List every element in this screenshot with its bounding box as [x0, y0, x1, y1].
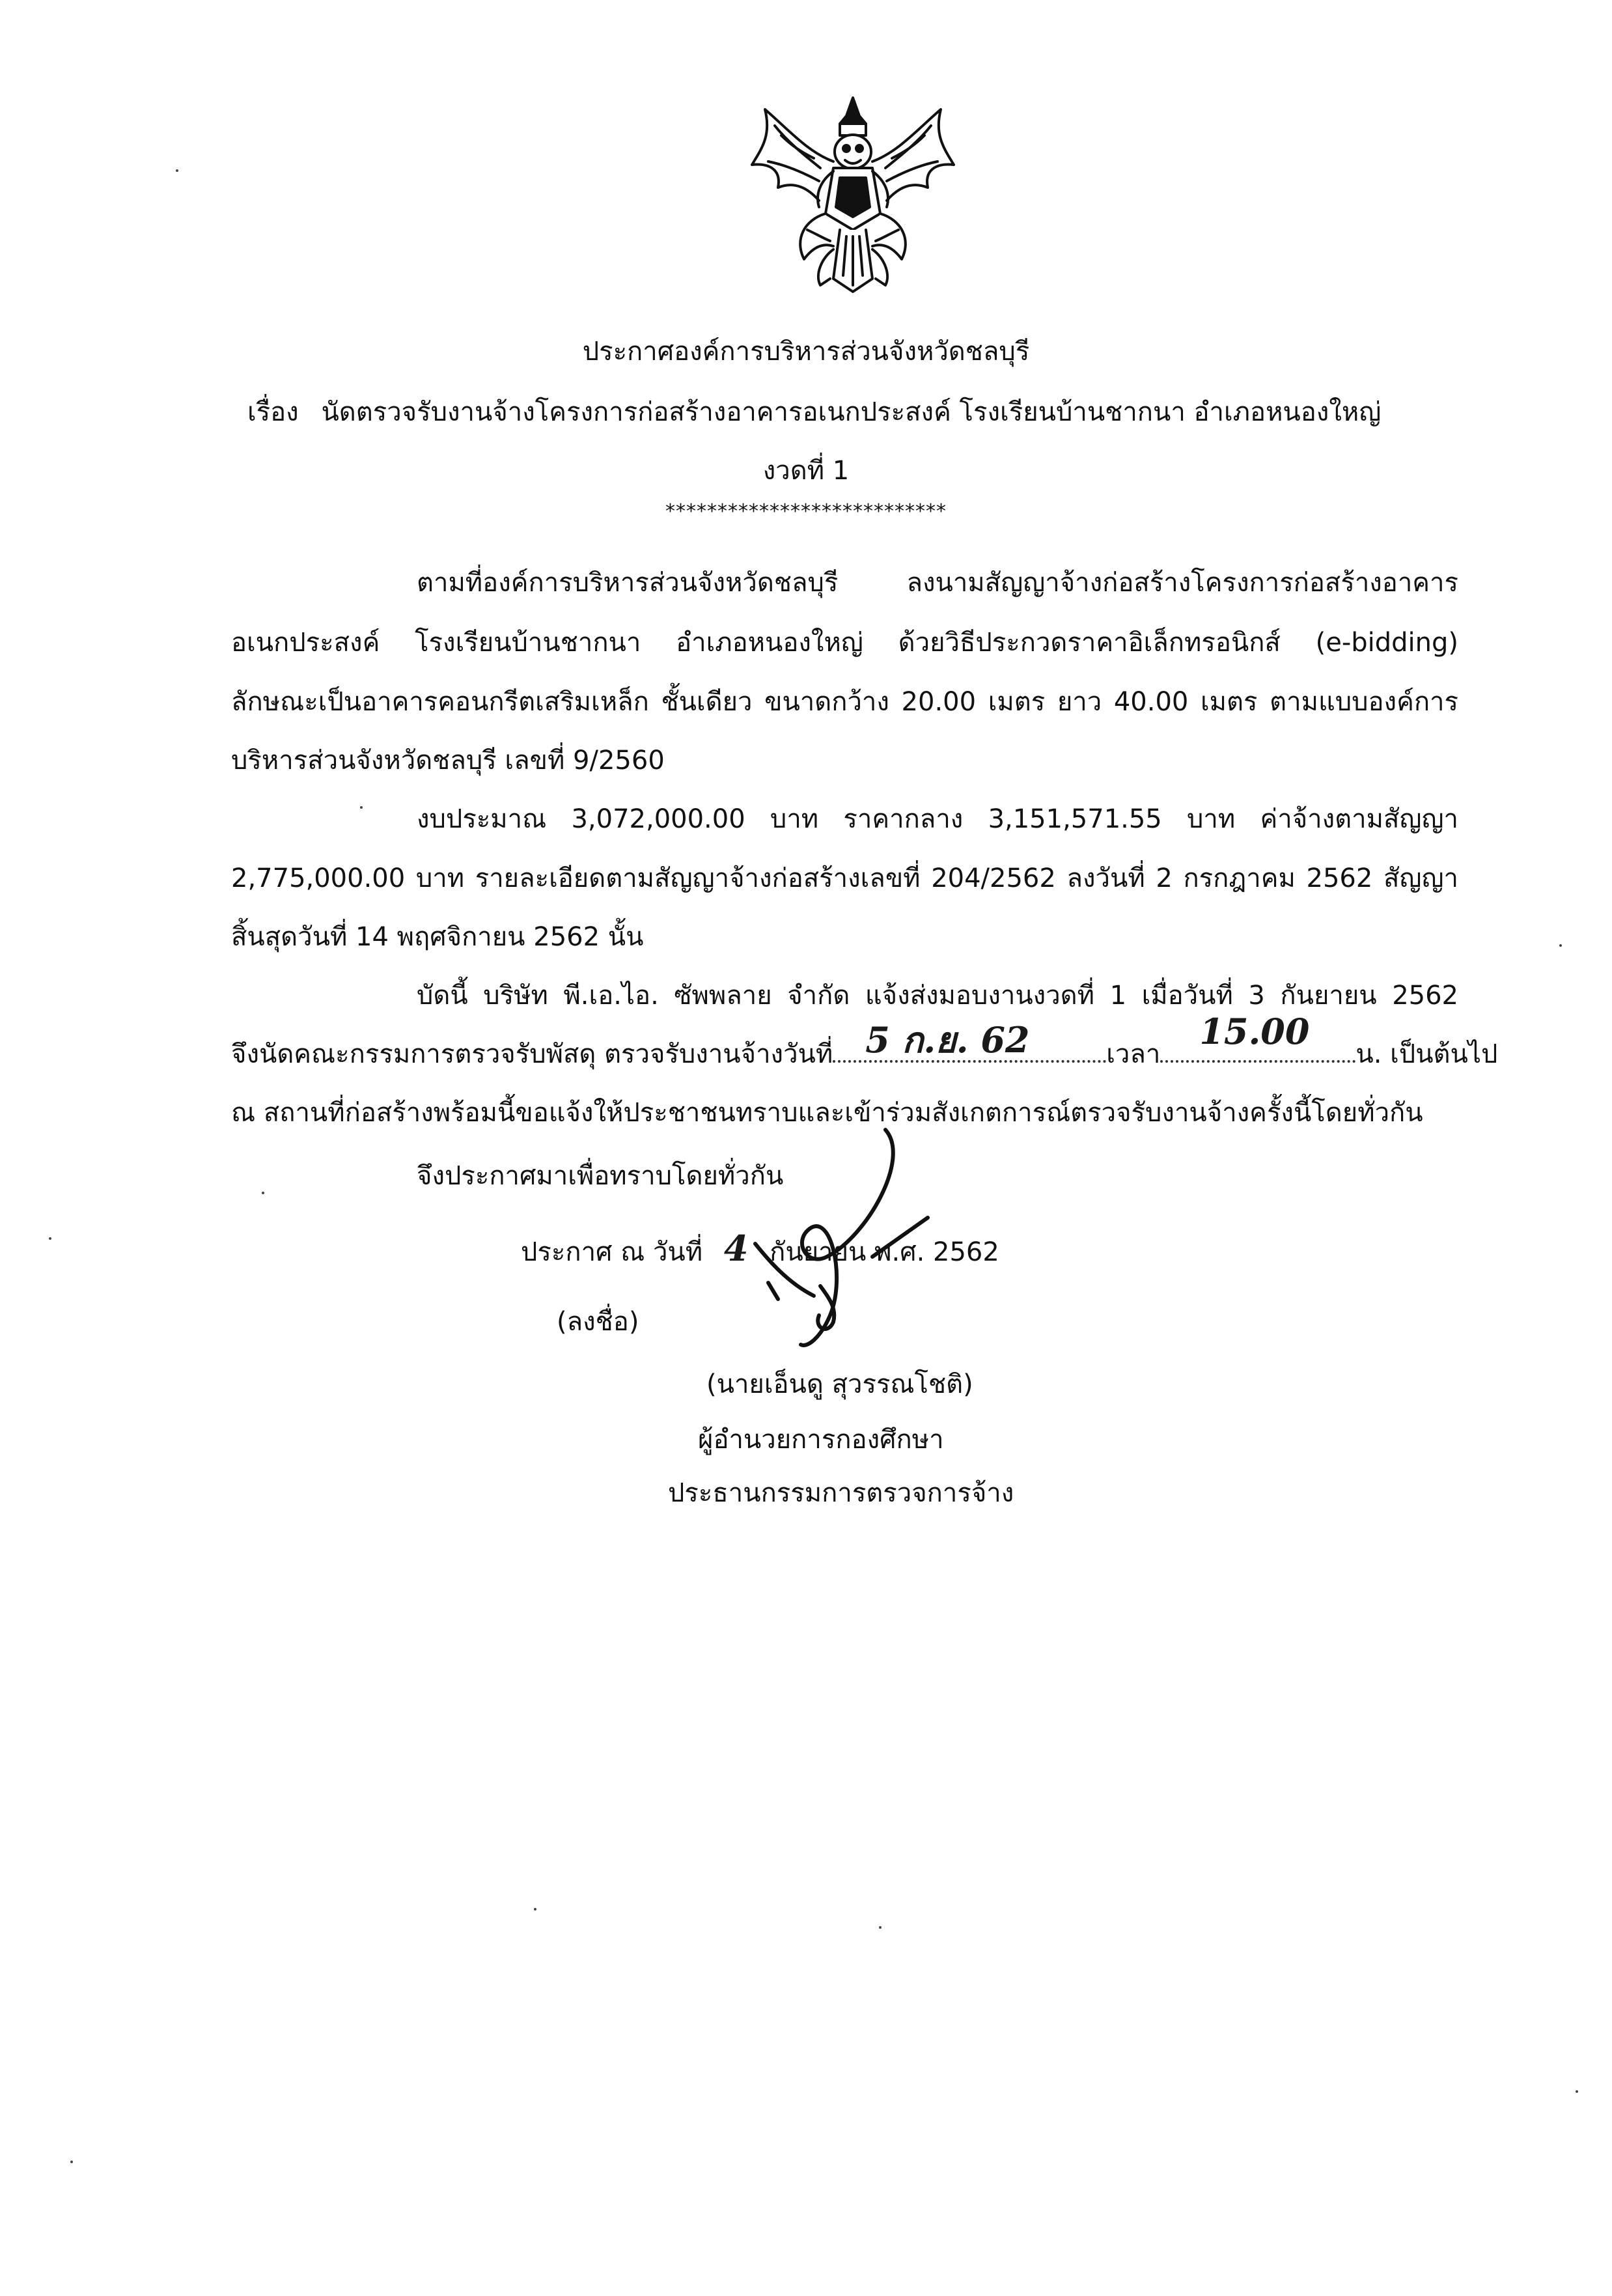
scan-speck	[1576, 2090, 1578, 2093]
scan-speck	[49, 1237, 51, 1240]
installment-label: งวดที่ 1	[762, 456, 850, 486]
signatory-name: (นายเอ็นดู สุวรรณโชติ)	[706, 1369, 973, 1399]
paragraph1-line1: ตามที่องค์การบริหารส่วนจังหวัดชลบุรี ลงนามสัญญาจ้างก่อสร้างโครงการก่อสร้างอาคาร	[417, 568, 1458, 598]
date-fill-line	[833, 1019, 1106, 1063]
inspection-date-prefix: จึงนัดคณะกรรมการตรวจรับพัสดุ ตรวจรับงานจ้างวันที่	[231, 1039, 833, 1069]
paragraph1-line4: บริหารส่วนจังหวัดชลบุรี เลขที่ 9/2560	[231, 746, 665, 776]
subject-line	[247, 391, 1381, 432]
date-suffix: กันยายน พ.ศ. 2562	[770, 1237, 999, 1267]
paragraph3-line3: ณ สถานที่ก่อสร้างพร้อมนี้ขอแจ้งให้ประชาชนทราบและเข้าร่วมสังเกตการณ์ตรวจรับงานจ้างครั้งนี้โดยทั่วกัน	[231, 1098, 1423, 1128]
paragraph2-line1: งบประมาณ 3,072,000.00 บาท ราคากลาง 3,151,571.55 บาท ค่าจ้างตามสัญญา	[417, 804, 1458, 834]
signatory-role: ประธานกรรมการตรวจการจ้าง	[668, 1478, 1014, 1508]
time-suffix: น. เป็นต้นไป	[1355, 1039, 1498, 1069]
scan-speck	[262, 1192, 264, 1194]
sign-label: (ลงชื่อ)	[557, 1307, 639, 1337]
signatory-position: ผู้อำนวยการกองศึกษา	[698, 1425, 944, 1455]
scan-speck	[534, 1908, 536, 1911]
scan-speck	[360, 806, 363, 809]
subject-label: เรื่อง	[247, 397, 299, 427]
paragraph1-line2: อเนกประสงค์ โรงเรียนบ้านชากนา อำเภอหนองใหญ่ ด้วยวิธีประกวดราคาอิเล็กทรอนิกส์ (e-bidding)	[231, 628, 1458, 658]
scan-speck	[176, 169, 178, 172]
time-label: เวลา	[1106, 1039, 1161, 1069]
org-announcement-title: ประกาศองค์การบริหารส่วนจังหวัดชลบุรี	[582, 337, 1030, 367]
date-prefix: ประกาศ ณ วันที่	[521, 1237, 703, 1267]
garuda-emblem	[742, 90, 964, 305]
handwritten-signature	[716, 1120, 938, 1367]
handwritten-date: 5 ก.ย. 62	[865, 1019, 1030, 1061]
paragraph2-line2: 2,775,000.00 บาท รายละเอียดตามสัญญาจ้างก่อสร้างเลขที่ 204/2562 ลงวันที่ 2 กรกฎาคม 2562 สัญญา	[231, 863, 1458, 893]
subject-text: นัดตรวจรับงานจ้างโครงการก่อสร้างอาคารอเนกประสงค์ โรงเรียนบ้านชากนา อำเภอหนองใหญ่	[321, 397, 1382, 427]
paragraph2-line3: สิ้นสุดวันที่ 14 พฤศจิกายน 2562 นั้น	[231, 922, 644, 952]
handwritten-day: 4	[723, 1227, 749, 1269]
scan-speck	[1559, 944, 1562, 947]
handwritten-time: 15.00	[1199, 1011, 1310, 1052]
paragraph3-line2	[231, 1011, 1498, 1074]
scan-speck	[70, 2161, 73, 2163]
paragraph3-line1: บัดนี้ บริษัท พี.เอ.ไอ. ซัพพลาย จำกัด แจ้งส่งมอบงานงวดที่ 1 เมื่อวันที่ 3 กันยายน 2562	[417, 981, 1458, 1011]
closing-announce: จึงประกาศมาเพื่อทราบโดยทั่วกัน	[417, 1161, 784, 1191]
asterisk-separator: ***************************	[665, 500, 947, 523]
scan-speck	[879, 1926, 882, 1929]
paragraph1-line3: ลักษณะเป็นอาคารคอนกรีตเสริมเหล็ก ชั้นเดียว ขนาดกว้าง 20.00 เมตร ยาว 40.00 เมตร ตามแบบองค์การ	[231, 687, 1458, 717]
time-fill-line	[1160, 1011, 1355, 1063]
